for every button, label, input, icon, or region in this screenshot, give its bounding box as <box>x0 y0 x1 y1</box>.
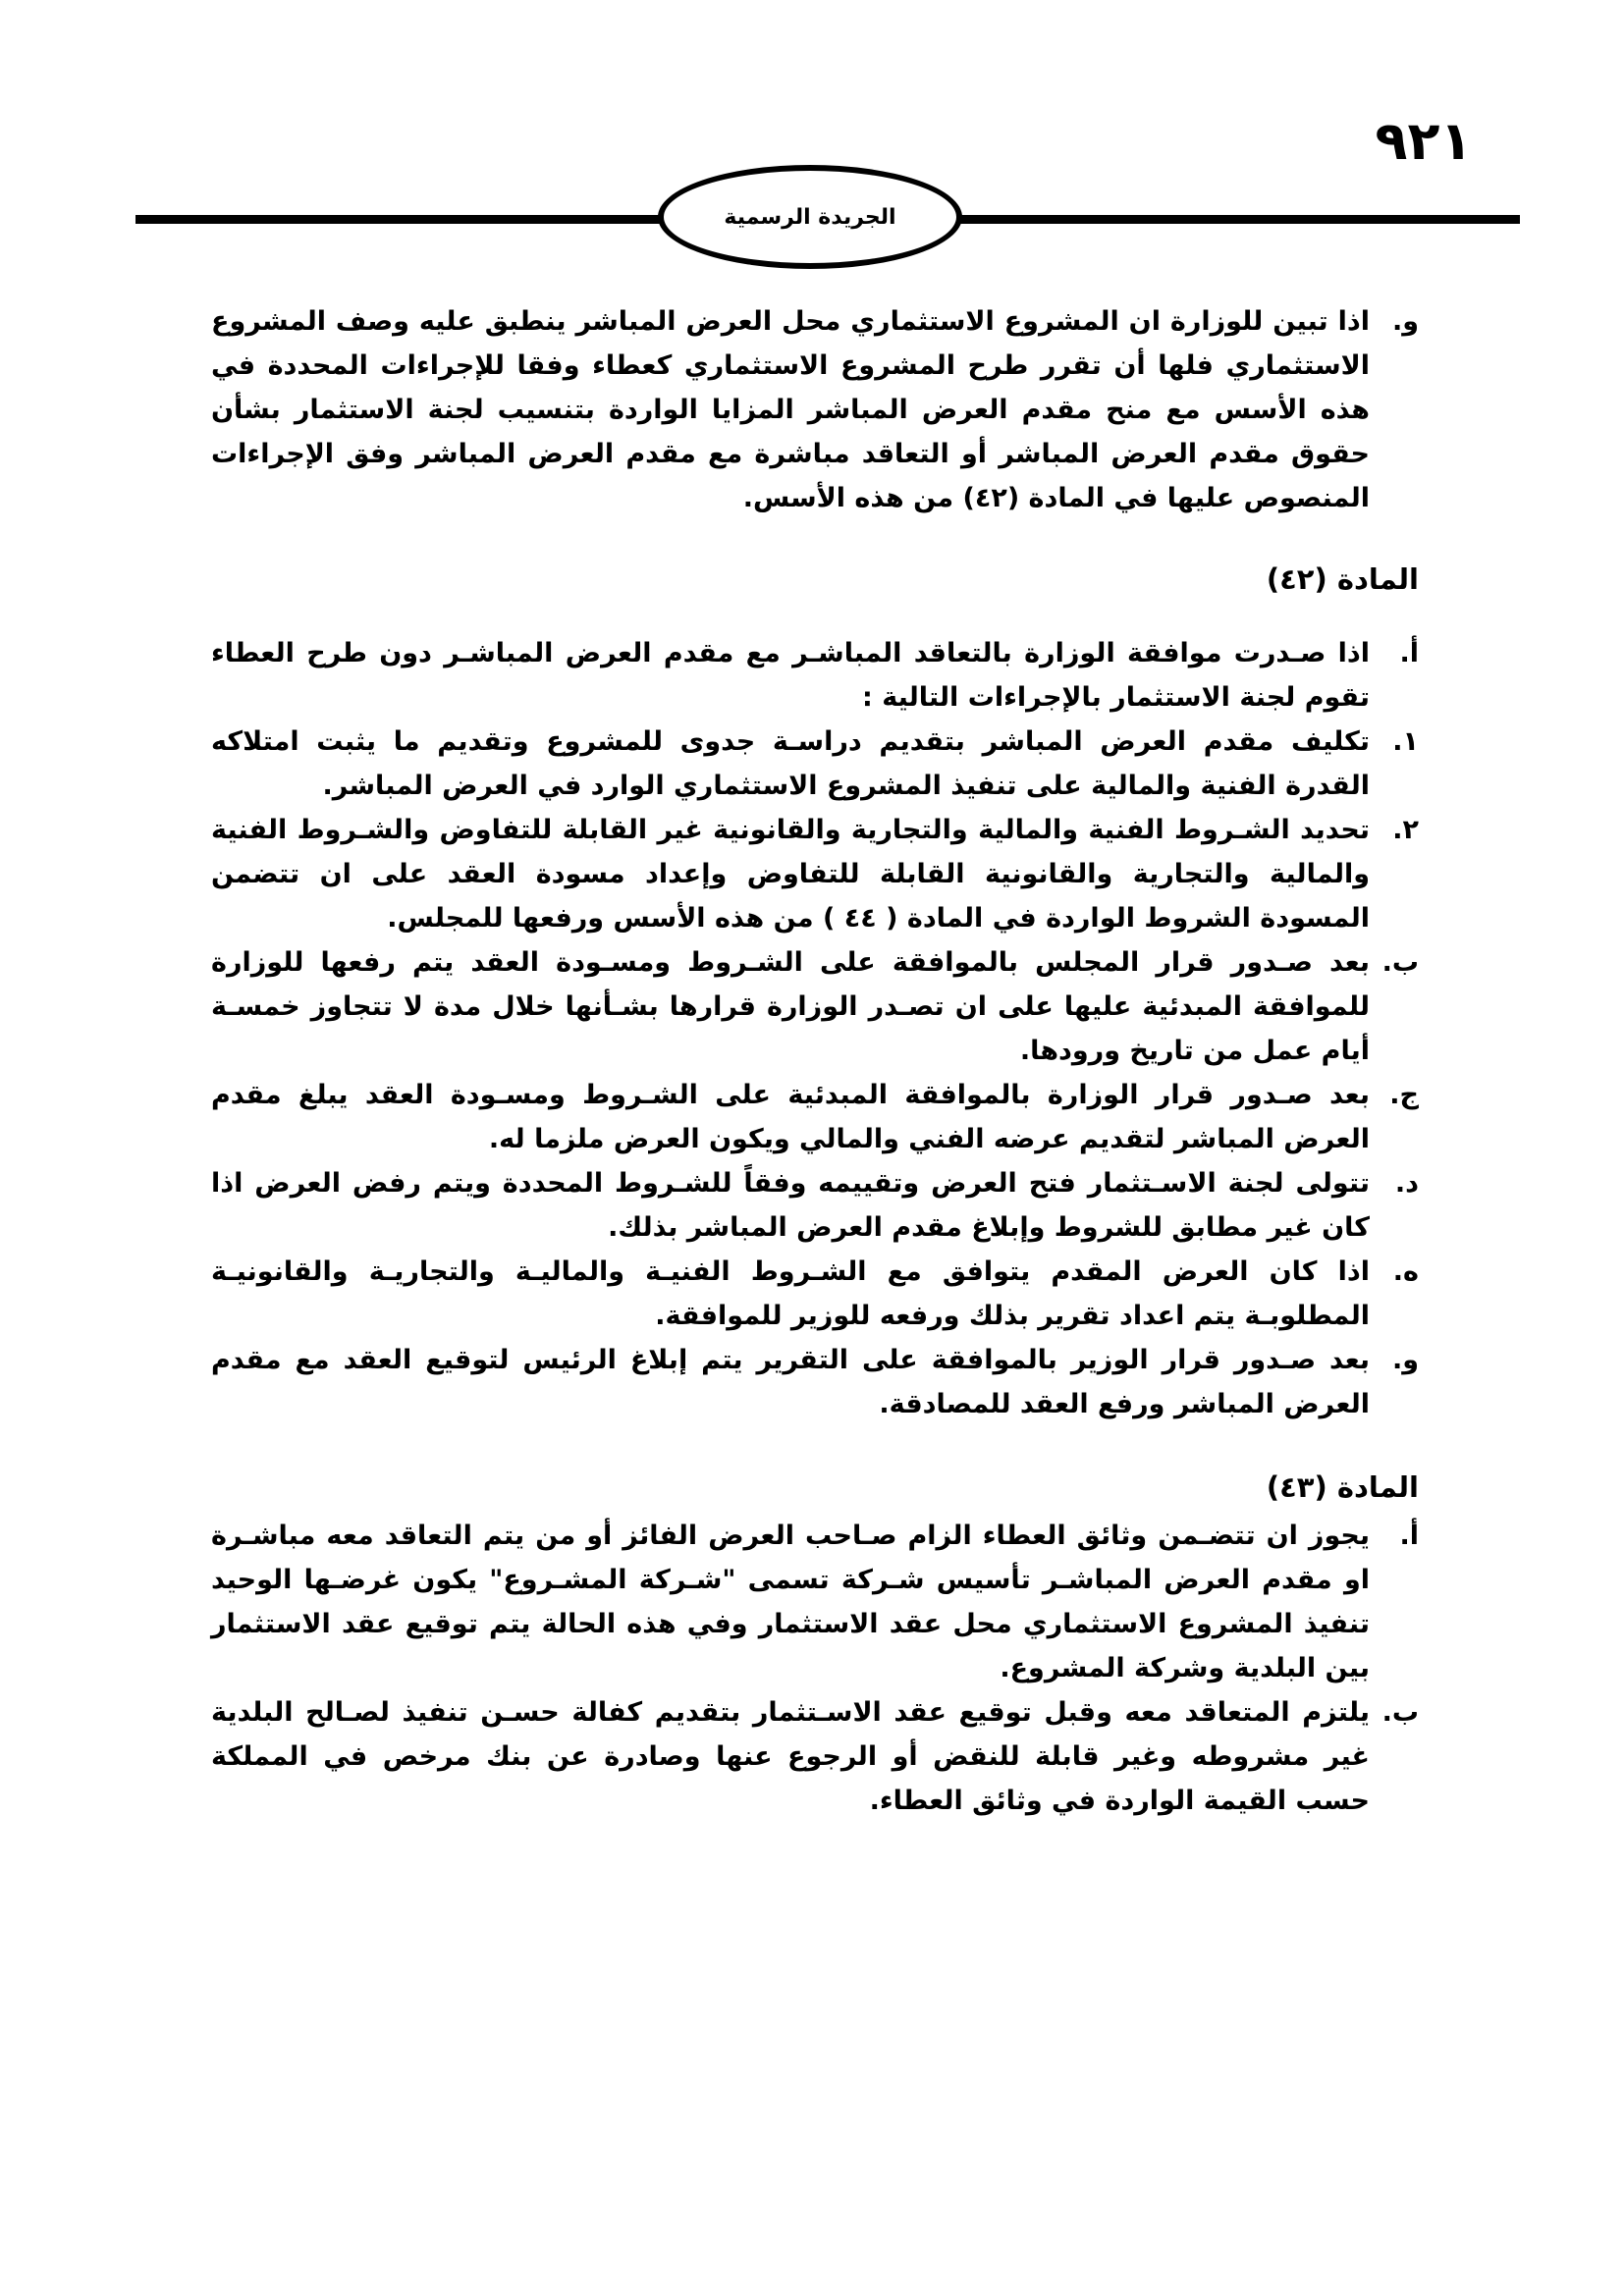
page-number: ٩٢١ <box>1375 110 1473 172</box>
article-42-subitem-1 <box>211 720 1419 808</box>
article-42-item-a <box>211 631 1419 720</box>
intro-item <box>211 299 1419 520</box>
item-marker: أ. <box>1399 1521 1419 1551</box>
item-marker: أ. <box>1399 638 1419 668</box>
document-body <box>211 299 1419 1823</box>
item-text: بعد صـدور قرار الوزير بالموافقة على التقرير يتم إبلاغ الرئيس لتوقيع العقد مع مقدم العرض المباشر ورفع العقد للمصادقة. <box>211 1345 1370 1419</box>
item-marker: ه. <box>1392 1256 1419 1287</box>
article-42-item-f <box>211 1338 1419 1426</box>
item-marker: ج. <box>1389 1080 1419 1110</box>
article-43-item-b <box>211 1690 1419 1823</box>
gazette-title-oval <box>658 165 962 269</box>
item-marker: ب. <box>1381 947 1419 978</box>
article-43-title: المادة (٤٣) <box>1266 1470 1419 1504</box>
article-42-item-c <box>211 1073 1419 1161</box>
article-43-item-a <box>211 1514 1419 1690</box>
item-text: اذا كان العرض المقدم يتوافق مع الشـروط الفنيـة والماليـة والتجاريـة والقانونيـة المطلوبـة يتم اعداد تقرير بذلك ورفعه للوزير للموافقة. <box>211 1256 1370 1331</box>
item-text: اذا تبين للوزارة ان المشروع الاستثماري محل العرض المباشر ينطبق عليه وصف المشروع الاستثماري فلها أن تقرر طرح المشروع الاستثماري كعطاء وفقا للإجراءات المحددة في هذه الأسس مع منح مقدم العرض المباشر المزايا الواردة بتنسيب لجنة الاستثمار بشأن حقوق مقدم العرض المباشر أو التعاقد مباشرة مع مقدم العرض المباشر وفق الإجراءات المنصوص عليها في المادة (٤٢) من هذه الأسس. <box>211 306 1370 513</box>
subitem-text: تكليف مقدم العرض المباشر بتقديم دراسـة جدوى للمشروع وتقديم ما يثبت امتلاكه القدرة الفنية والمالية على تنفيذ المشروع الاستثماري الوارد في العرض المباشر. <box>211 726 1370 801</box>
subitem-marker: ٢. <box>1392 815 1419 845</box>
item-text: بعد صـدور قرار المجلس بالموافقة على الشـروط ومسـودة العقد يتم رفعها للوزارة للموافقة المبدئية عليها على ان تصـدر الوزارة قرارها بشـأنها خلال مدة لا تتجاوز خمسـة أيام عمل من تاريخ ورودها. <box>211 947 1370 1066</box>
article-42-title: المادة (٤٢) <box>1266 562 1419 596</box>
item-marker: و. <box>1391 1345 1419 1375</box>
item-text: يلتزم المتعاقد معه وقبل توقيع عقد الاسـتثمار بتقديم كفالة حسـن تنفيذ لصـالح البلدية غير مشروطه وغير قابلة للنقض أو الرجوع عنها وصادرة عن بنك مرخص في المملكة حسب القيمة الواردة في وثائق العطاء. <box>211 1697 1370 1816</box>
item-text: اذا صـدرت موافقة الوزارة بالتعاقد المباشـر مع مقدم العرض المباشـر دون طرح العطاء تقوم لجنة الاستثمار بالإجراءات التالية : <box>211 638 1370 713</box>
article-42-item-d <box>211 1161 1419 1250</box>
gazette-title: الجريدة الرسمية <box>724 204 896 230</box>
item-marker: ب. <box>1381 1697 1419 1728</box>
item-marker: د. <box>1394 1168 1419 1199</box>
article-42-item-b <box>211 940 1419 1073</box>
item-text: يجوز ان تتضـمن وثائق العطاء الزام صـاحب العرض الفائز أو من يتم التعاقد معه مباشـرة او مقدم العرض المباشـر تأسيس شـركة تسمى "شـركة المشـروع" يكون غرضـها الوحيد تنفيذ المشروع الاستثماري محل عقد الاستثمار وفي هذه الحالة يتم توقيع عقد الاستثمار بين البلدية وشركة المشروع. <box>211 1521 1370 1683</box>
subitem-text: تحديد الشـروط الفنية والمالية والتجارية والقانونية غير القابلة للتفاوض والشـروط الفنية والمالية والتجارية والقانونية القابلة للتفاوض وإعداد مسودة العقد على ان تتضمن المسودة الشروط الواردة في المادة ( ٤٤ ) من هذه الأسس ورفعها للمجلس. <box>211 815 1370 934</box>
item-text: بعد صـدور قرار الوزارة بالموافقة المبدئية على الشـروط ومسـودة العقد يبلغ مقدم العرض المباشر لتقديم عرضه الفني والمالي ويكون العرض ملزما له. <box>211 1080 1370 1154</box>
article-42-item-e <box>211 1250 1419 1338</box>
article-42-subitem-2 <box>211 808 1419 940</box>
item-marker: و. <box>1391 306 1419 337</box>
item-text: تتولى لجنة الاسـتثمار فتح العرض وتقييمه وفقاً للشـروط المحددة ويتم رفض العرض اذا كان غير مطابق للشروط وإبلاغ مقدم العرض المباشر بذلك. <box>211 1168 1370 1243</box>
subitem-marker: ١. <box>1392 726 1419 757</box>
